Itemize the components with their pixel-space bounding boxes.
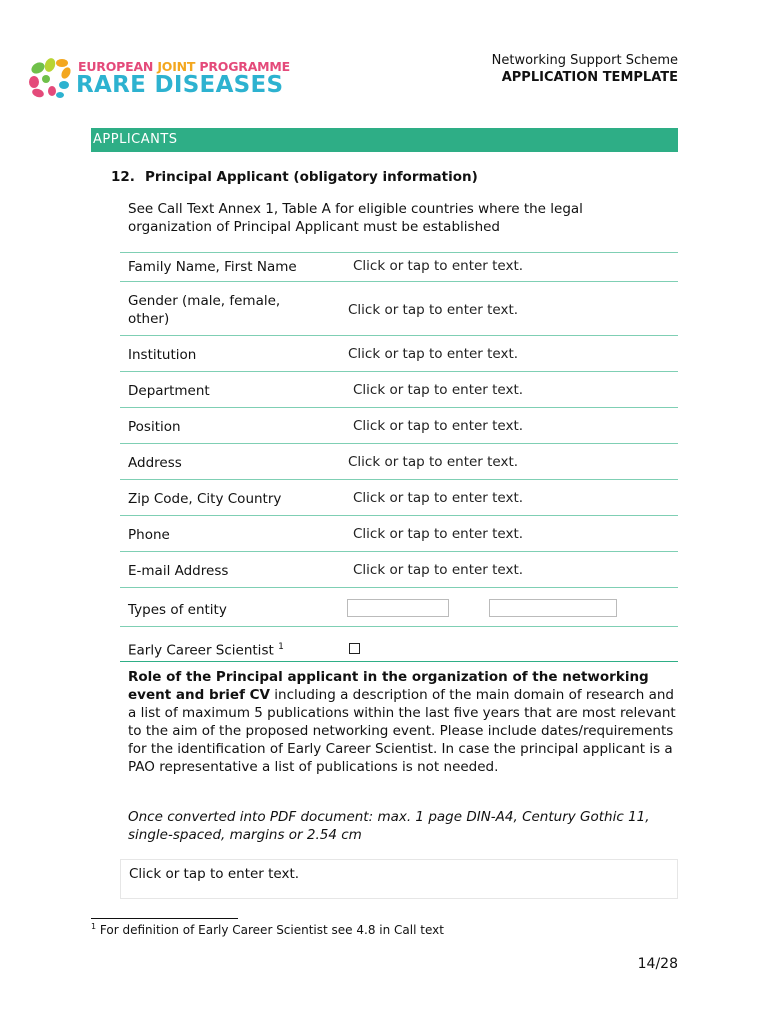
- form-row-name: [120, 252, 678, 281]
- question-title: Principal Applicant (obligatory information): [145, 169, 478, 185]
- form-row-department: [120, 371, 678, 407]
- role-answer-box[interactable]: [120, 859, 678, 899]
- institution-field[interactable]: Click or tap to enter text.: [348, 346, 519, 362]
- question-intro: See Call Text Annex 1, Table A for eligible countries where the legal organization of Principal Applicant must be established: [128, 201, 583, 235]
- table-bottom-rule: [120, 661, 678, 662]
- form-label: Types of entity: [128, 602, 227, 618]
- role-bold-text: Role of the Principal applicant in the organization of the networking event and brief CV: [128, 669, 649, 703]
- question-number: 12.: [111, 169, 135, 185]
- logo-word-programme: PROGRAMME: [199, 59, 290, 74]
- department-field[interactable]: Click or tap to enter text.: [353, 382, 524, 398]
- phone-field[interactable]: Click or tap to enter text.: [353, 526, 524, 542]
- logo-line-2: RARE DISEASES: [76, 72, 284, 98]
- footnote: [91, 922, 444, 937]
- entity-type-select[interactable]: [347, 599, 449, 617]
- role-answer-field[interactable]: Click or tap to enter text.: [129, 866, 300, 882]
- form-row-position: [120, 407, 678, 443]
- header-scheme-name: Networking Support Scheme: [491, 53, 678, 68]
- question-heading: [111, 169, 478, 185]
- entity-subtype-select[interactable]: [489, 599, 617, 617]
- zip-city-country-field[interactable]: Click or tap to enter text.: [353, 490, 524, 506]
- form-label: Family Name, First Name: [128, 259, 297, 275]
- role-description: [128, 668, 683, 776]
- footnote-separator: [91, 918, 238, 919]
- early-career-checkbox[interactable]: [349, 643, 360, 654]
- name-field[interactable]: Click or tap to enter text.: [353, 258, 524, 274]
- form-label: Position: [128, 419, 181, 435]
- form-label: Institution: [128, 347, 197, 363]
- early-career-label: Early Career Scientist: [128, 642, 274, 659]
- form-label: [128, 638, 284, 660]
- page-number: 14/28: [637, 956, 678, 972]
- format-note: Once converted into PDF document: max. 1 page DIN-A4, Century Gothic 11, single-spaced, margins or 2.54 cm: [128, 809, 650, 843]
- form-row-institution: [120, 335, 678, 371]
- form-row-gender: [120, 281, 678, 335]
- address-field[interactable]: Click or tap to enter text.: [348, 454, 519, 470]
- footnote-mark: 1: [91, 922, 97, 931]
- header-template-name: APPLICATION TEMPLATE: [501, 70, 678, 85]
- form-row-email: [120, 551, 678, 587]
- document-header: [492, 52, 678, 86]
- logo-word-joint: JOINT: [157, 59, 200, 74]
- form-row-early-career: [120, 626, 678, 663]
- form-label: Address: [128, 455, 182, 471]
- ejp-rd-logo: [26, 55, 290, 100]
- form-label: Department: [128, 383, 210, 399]
- email-field[interactable]: Click or tap to enter text.: [353, 562, 524, 578]
- logo-word-european: EUROPEAN: [78, 59, 158, 74]
- form-label: E-mail Address: [128, 563, 229, 579]
- form-label: Zip Code, City Country: [128, 491, 282, 507]
- form-label: Phone: [128, 527, 170, 543]
- footnote-ref: 1: [278, 642, 284, 652]
- footnote-text: For definition of Early Career Scientist see 4.8 in Call text: [96, 923, 444, 937]
- form-row-address: [120, 443, 678, 479]
- section-heading-bar: APPLICANTS: [91, 128, 678, 152]
- form-row-zip: [120, 479, 678, 515]
- position-field[interactable]: Click or tap to enter text.: [353, 418, 524, 434]
- gender-field[interactable]: Click or tap to enter text.: [348, 302, 519, 318]
- form-row-phone: [120, 515, 678, 551]
- form-label: Gender (male, female, other): [128, 293, 281, 327]
- role-rest-text: including a description of the main domain of research and a list of maximum 5 publications within the last five years that are most relevant to the aim of the proposed networking event. Please include dates/requirements for the identification of Early Career Scientist. In case the principal applicant is a PAO representative a list of publications is not needed.: [128, 687, 676, 775]
- logo-mark-icon: [26, 55, 76, 100]
- form-row-entity-type: [120, 587, 678, 626]
